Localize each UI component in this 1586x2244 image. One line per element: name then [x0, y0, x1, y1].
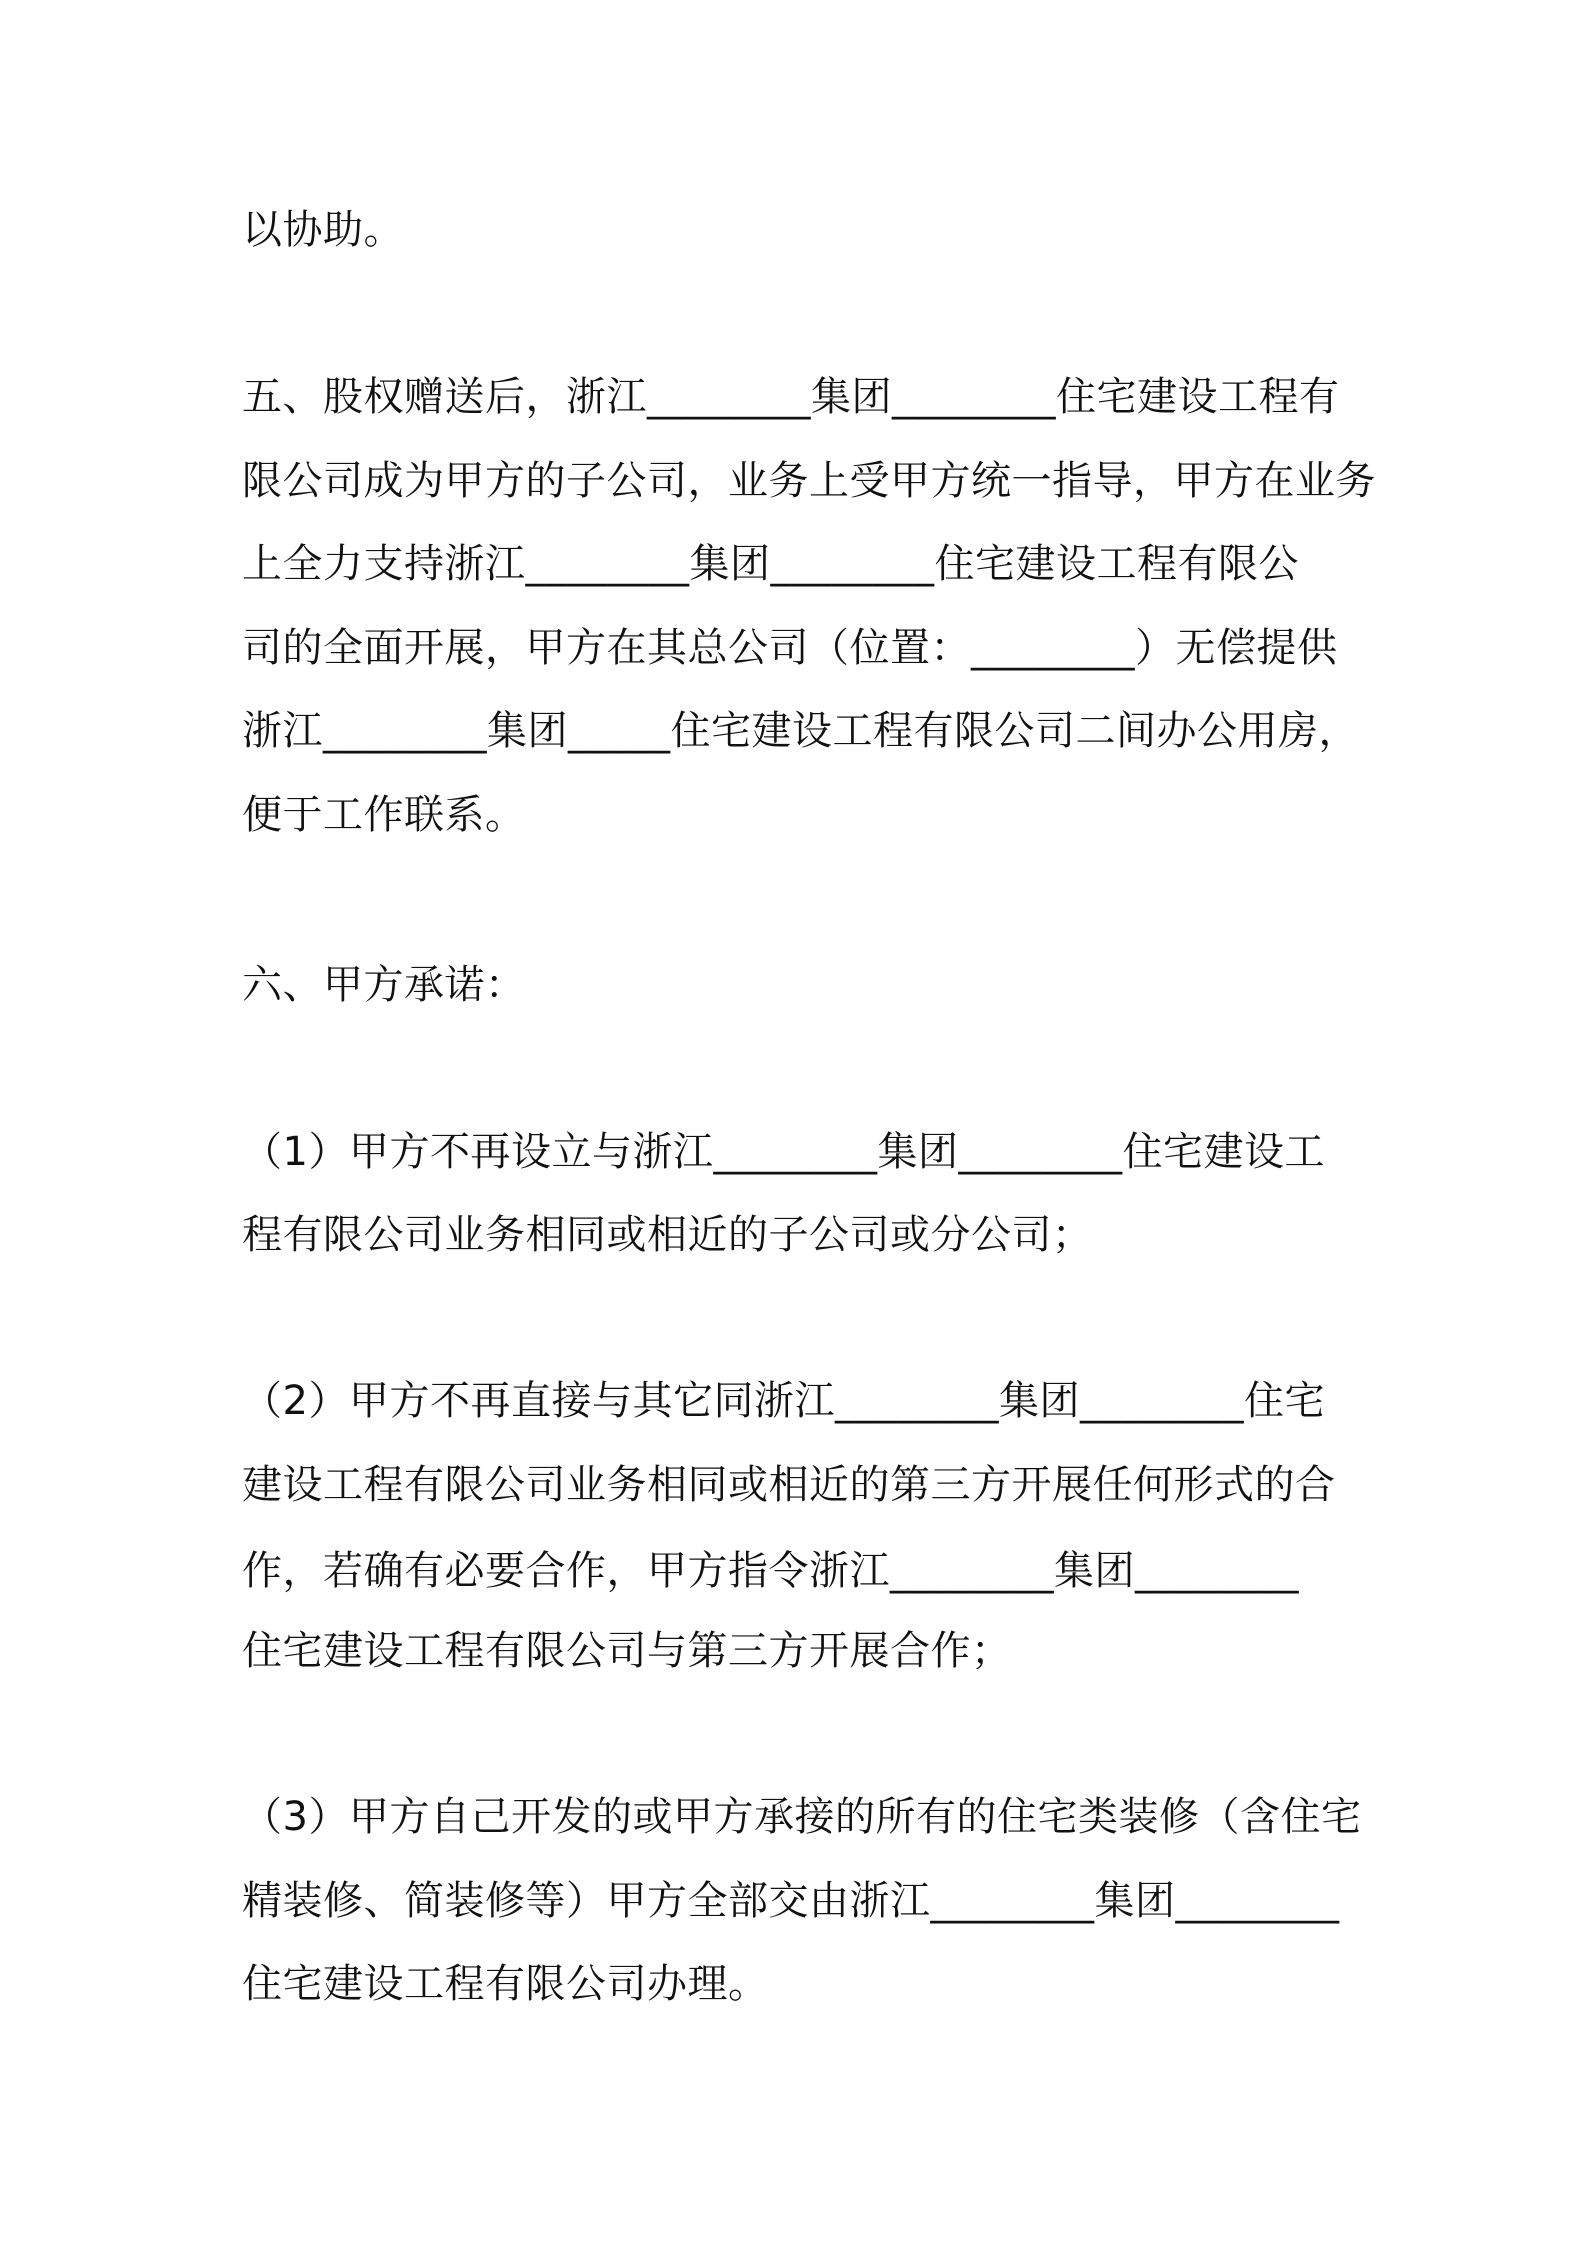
item-1-line-2: 程有限公司业务相同或相近的子公司或分公司； — [242, 1212, 1093, 1258]
clause-5-line-5: 浙江________集团_____住宅建设工程有限公司二间办公用房， — [242, 708, 1359, 754]
item-2-line-3: 作，若确有必要合作，甲方指令浙江________集团________ — [242, 1548, 1299, 1594]
item-2-line-2: 建设工程有限公司业务相同或相近的第三方开展任何形式的合 — [242, 1462, 1336, 1508]
clause-6-heading: 六、甲方承诺： — [242, 962, 526, 1008]
text-line-1: 以协助。 — [242, 207, 404, 253]
item-3-line-2: 精装修、简装修等）甲方全部交由浙江________集团________ — [242, 1878, 1340, 1924]
clause-5-line-1: 五、股权赠送后，浙江________集团________住宅建设工程有 — [242, 374, 1340, 420]
item-2-line-4: 住宅建设工程有限公司与第三方开展合作； — [242, 1628, 1012, 1674]
clause-5-line-3: 上全力支持浙江________集团________住宅建设工程有限公 — [242, 541, 1299, 587]
clause-5-line-2: 限公司成为甲方的子公司，业务上受甲方统一指导，甲方在业务 — [242, 458, 1376, 504]
item-3-line-3: 住宅建设工程有限公司办理。 — [242, 1961, 769, 2007]
clause-5-line-4: 司的全面开展，甲方在其总公司（位置：________）无偿提供 — [242, 625, 1338, 671]
clause-5-line-6: 便于工作联系。 — [242, 792, 526, 838]
item-3-line-1: （3）甲方自己开发的或甲方承接的所有的住宅类装修（含住宅 — [242, 1794, 1362, 1840]
item-2-line-1: （2）甲方不再直接与其它同浙江________集团________住宅 — [242, 1378, 1325, 1424]
item-1-line-1: （1）甲方不再设立与浙江________集团________住宅建设工 — [242, 1129, 1325, 1175]
